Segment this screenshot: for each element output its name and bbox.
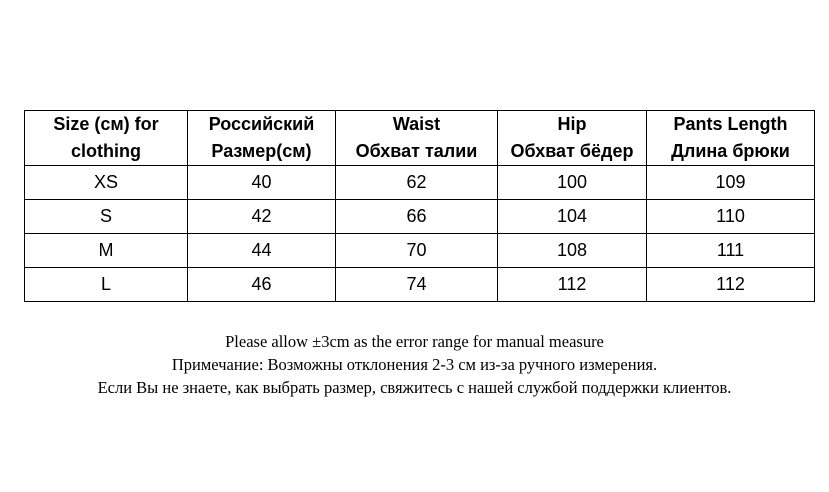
table-row (25, 166, 815, 200)
cell-hip: 100 (498, 166, 647, 200)
cell-hip: 108 (498, 234, 647, 268)
table-row (25, 200, 815, 234)
cell-waist: 62 (336, 166, 498, 200)
note-russian-deviation: Примечание: Возможны отклонения 2-3 см из-за ручного измерения. (171, 355, 658, 374)
cell-pants-length: 112 (647, 268, 815, 302)
cell-russian-size: 42 (188, 200, 336, 234)
header-hip: Hip Обхват бёдер (498, 111, 647, 166)
table-row (25, 234, 815, 268)
cell-waist: 66 (336, 200, 498, 234)
measurement-notes (0, 330, 829, 399)
header-waist: Waist Обхват талии (336, 111, 498, 166)
cell-russian-size: 44 (188, 234, 336, 268)
cell-size: M (25, 234, 188, 268)
cell-russian-size: 46 (188, 268, 336, 302)
cell-size: L (25, 268, 188, 302)
note-error-range: Please allow ±3cm as the error range for manual measure (225, 332, 604, 351)
cell-pants-length: 109 (647, 166, 815, 200)
size-chart-table (24, 110, 815, 302)
cell-pants-length: 111 (647, 234, 815, 268)
header-russian-size: Российский Размер(см) (188, 111, 336, 166)
cell-hip: 104 (498, 200, 647, 234)
table-header-row (25, 111, 815, 166)
cell-size: S (25, 200, 188, 234)
cell-russian-size: 40 (188, 166, 336, 200)
table-row (25, 268, 815, 302)
cell-pants-length: 110 (647, 200, 815, 234)
header-pants-length: Pants Length Длина брюки (647, 111, 815, 166)
cell-hip: 112 (498, 268, 647, 302)
note-contact-support: Если Вы не знаете, как выбрать размер, свяжитесь с нашей службой поддержки клиентов. (97, 378, 732, 397)
cell-waist: 74 (336, 268, 498, 302)
cell-waist: 70 (336, 234, 498, 268)
header-size: Size (см) for clothing (25, 111, 188, 166)
cell-size: XS (25, 166, 188, 200)
